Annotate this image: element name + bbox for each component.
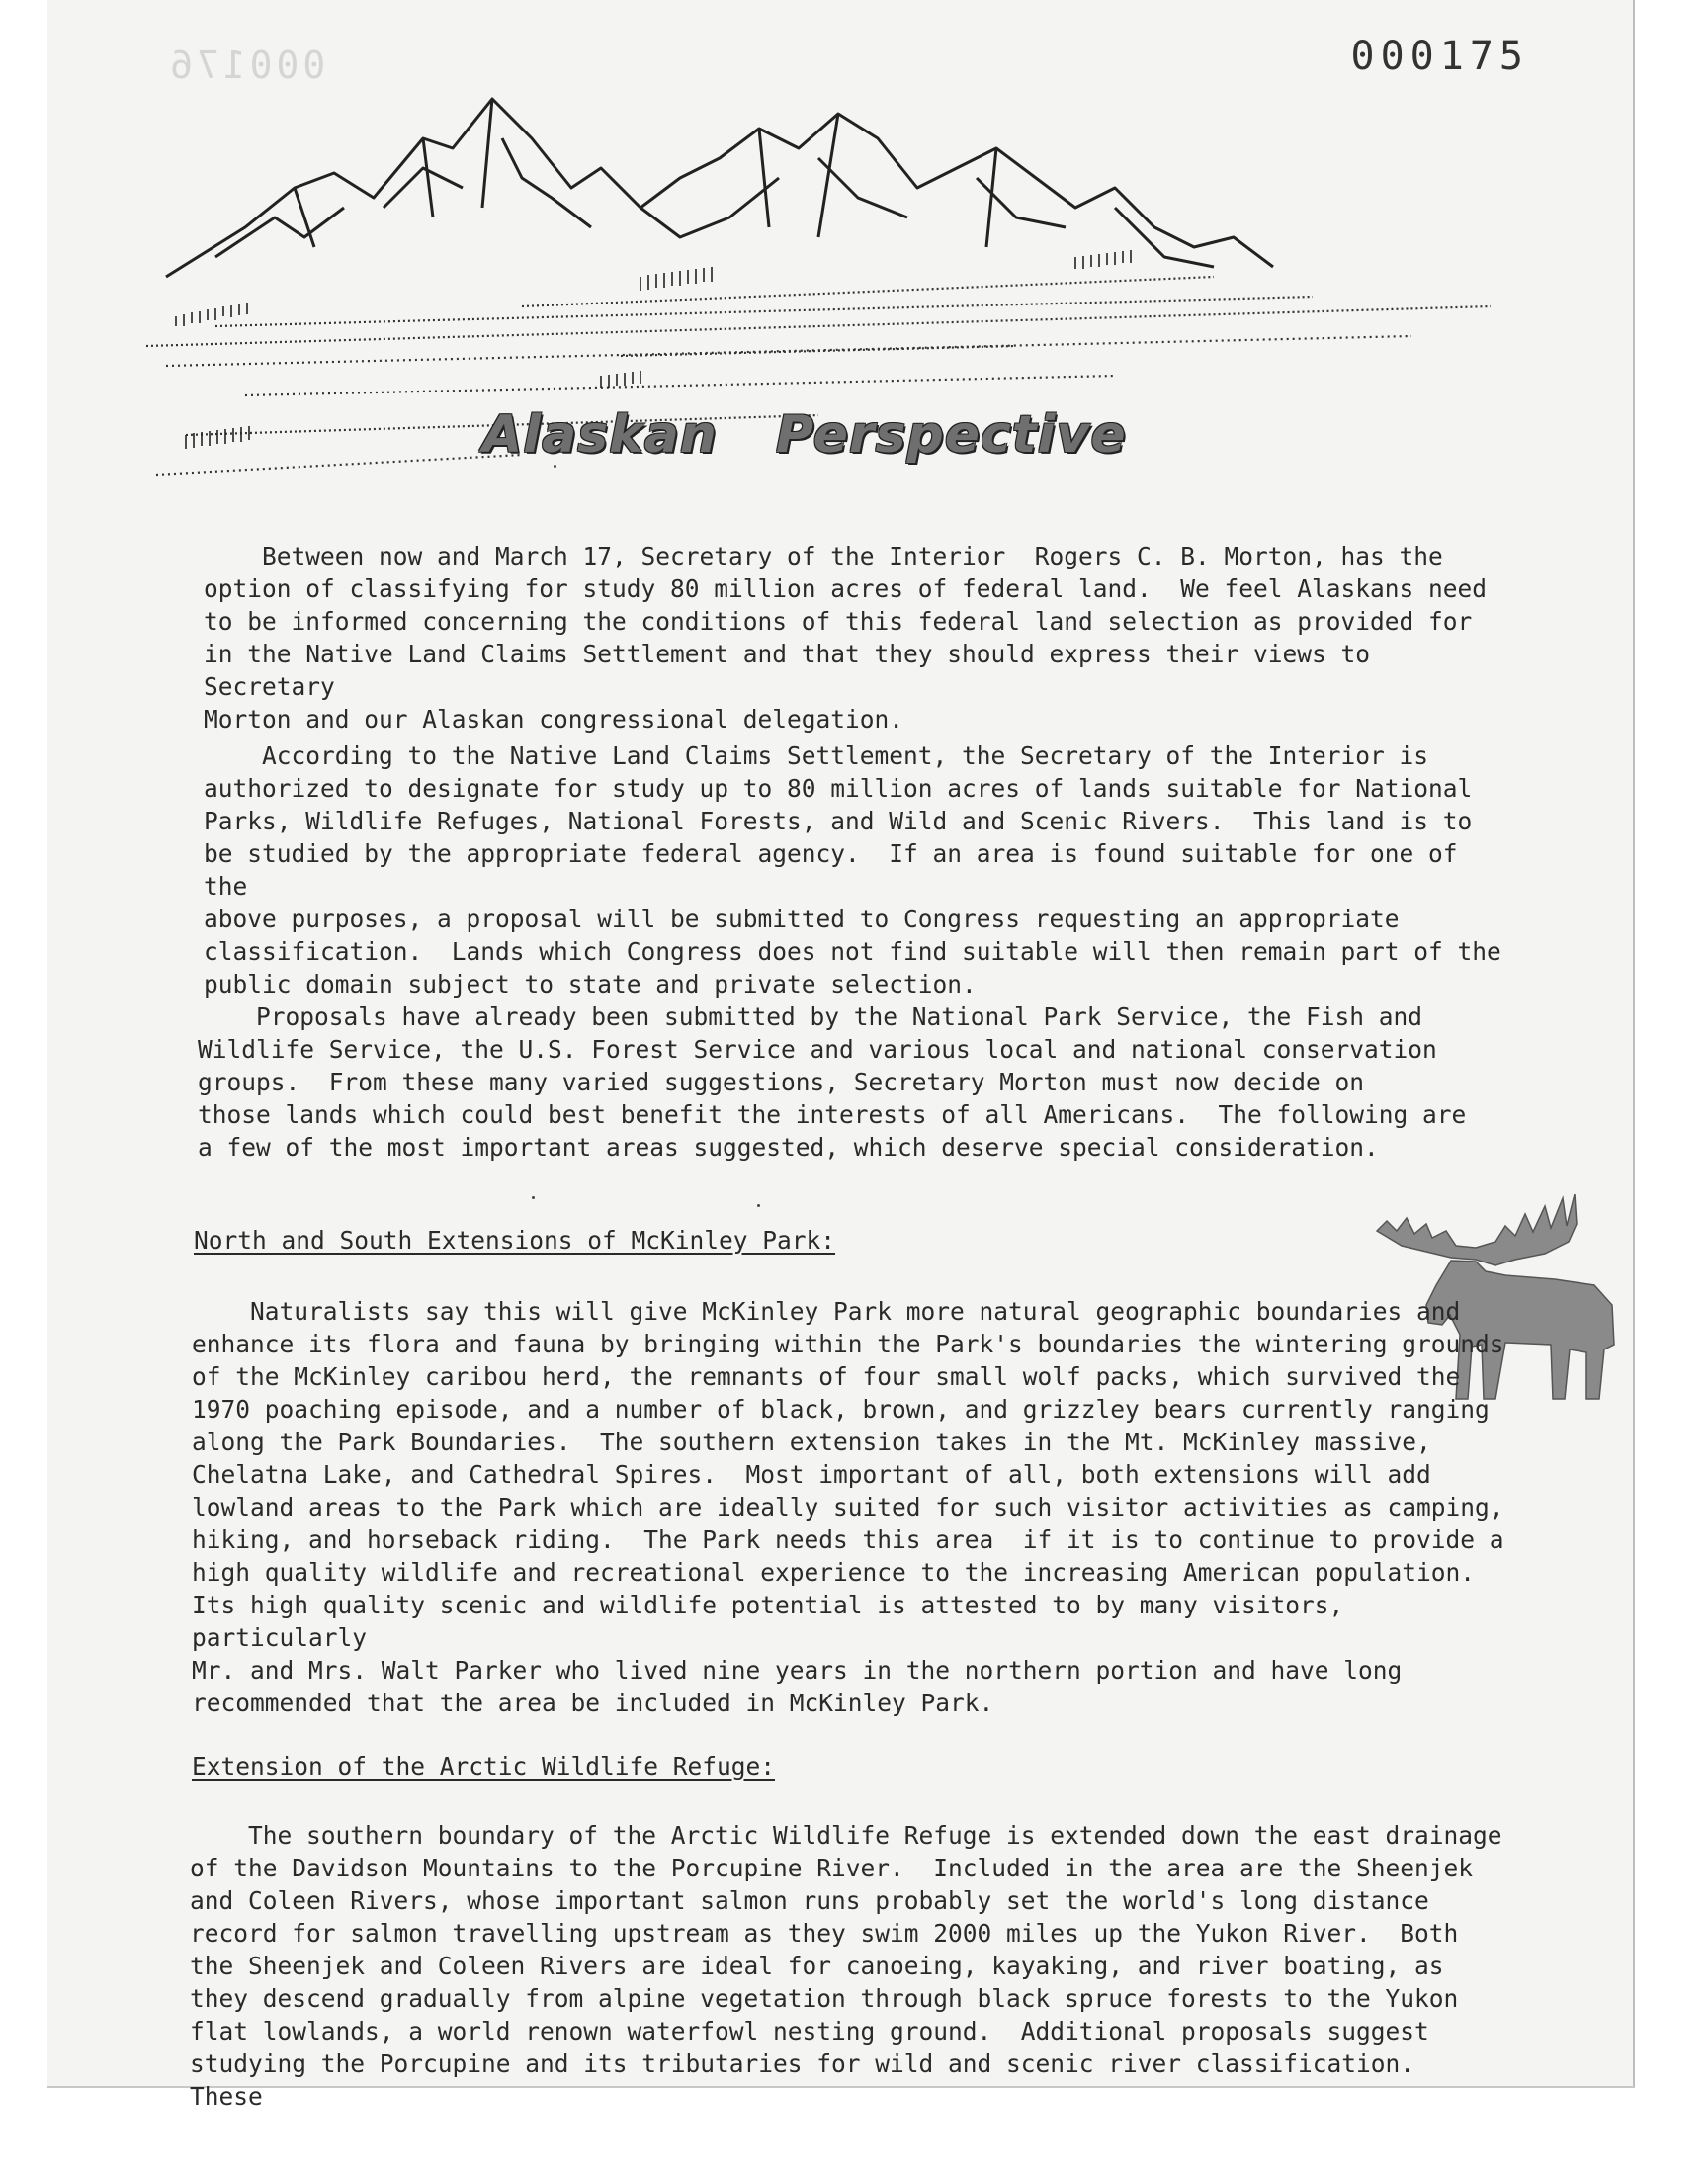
section-heading-mckinley: North and South Extensions of McKinley Park: xyxy=(194,1226,836,1255)
proposals-paragraph: Proposals have already been submitted by the National Park Service, the Fish and Wildlife Service, the U.S. Forest Service and various local and national conservation groups. From these many varied suggestions, Secretary Morton must now decide on those lands which could best benefit the interests of all Americans. The following are a few of the most important areas suggested, which deserve special consideration. xyxy=(198,1002,1467,1162)
banner-title: Alaskan Perspective xyxy=(482,405,1127,465)
speck xyxy=(757,1204,760,1207)
bleed-through-number: 000176 xyxy=(166,44,326,87)
settlement-paragraph: According to the Native Land Claims Settlement, the Secretary of the Interior is authorized to designate for study up to 80 million acres of lands suitable for National Parks, Wildlife Refuges, National Forests, and Wild and Scenic Rivers. This land is to be studied by the appropriate federal agency. If an area is found suitable for one of the above purposes, a proposal will be submitted to Congress requesting an appropriate classification. Lands which Congress does not find suitable will then remain part of the public domain subject to state and private selection. xyxy=(204,741,1501,999)
arctic-refuge-paragraph: The southern boundary of the Arctic Wildlife Refuge is extended down the east drainage of the Davidson Mountains to the Porcupine River. Included in the area are the Sheenjek and Coleen Rivers, whose important salmon runs probably set the world's long distance record for salmon travelling upstream as they swim 2000 miles up the Yukon River. Both the Sheenjek and Coleen Rivers are ideal for canoeing, kayaking, and river boating, as they descend gradually from alpine vegetation through black spruce forests to the Yukon flat lowlands, a world renown waterfowl nesting ground. Additional proposals suggest studying the Porcupine and its tributaries for wild and scenic river classification. These xyxy=(190,1821,1502,2111)
speck xyxy=(554,465,556,468)
intro-paragraph: Between now and March 17, Secretary of the Interior Rogers C. B. Morton, has the option of classifying for study 80 million acres of federal land. We feel Alaskans need to be informed concerning the conditions of this federal land selection as provided for in the Native Land Claims Settlement and that they should express their views to Secretary Morton and our Alaskan congressional delegation. xyxy=(204,542,1488,734)
document-page xyxy=(47,0,1635,2111)
mckinley-paragraph: Naturalists say this will give McKinley Park more natural geographic boundaries and enhance its flora and fauna by bringing within the Park's boundaries the wintering grounds of the McKinley caribou herd, the remnants of four small wolf packs, which survived the 1970 poaching episode, and a number of black, brown, and grizzley bears currently ranging along the Park Boundaries. The southern extension takes in the Mt. McKinley massive, Chelatna Lake, and Cathedral Spires. Most important of all, both extensions will add lowland areas to the Park which are ideally suited for such visitor activities as camping, hiking, and horseback riding. The Park needs this area if it is to continue to provide a high quality wildlife and recreational experience to the increasing American population. Its high quality scenic and wildlife potential is attested to by many visitors, particularly Mr. and Mrs. Walt Parker who lived nine years in the northern portion and have long recommended that the area be included in McKinley Park. xyxy=(192,1297,1504,1717)
speck xyxy=(532,1196,535,1199)
section-heading-arctic-refuge: Extension of the Arctic Wildlife Refuge: xyxy=(192,1752,776,1781)
document-number: 000175 xyxy=(1350,34,1529,79)
